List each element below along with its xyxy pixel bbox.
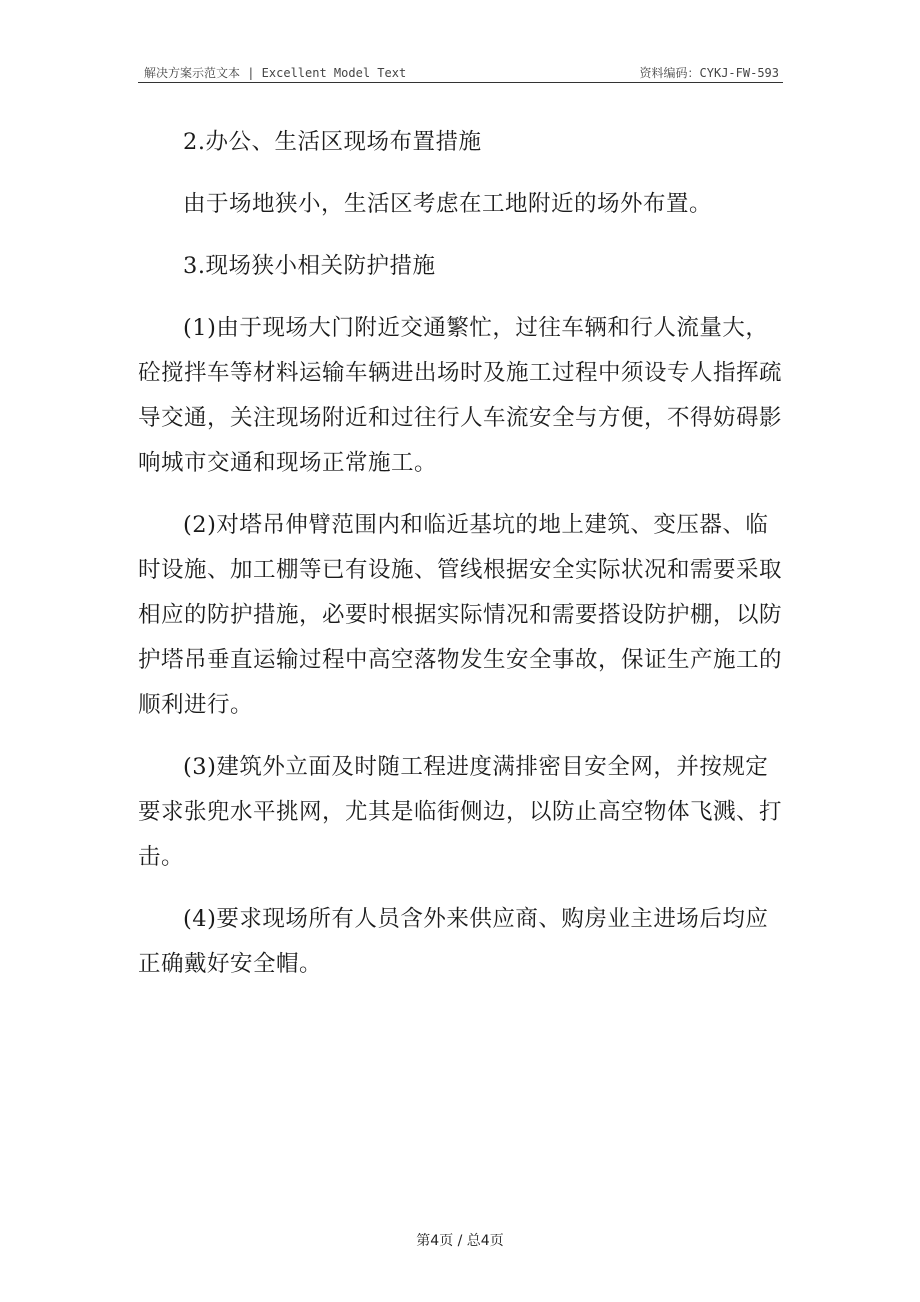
paragraph-item-4: (4)要求现场所有人员含外来供应商、购房业主进场后均应正确戴好安全帽。 bbox=[138, 906, 769, 977]
paragraph-item-3: (3)建筑外立面及时随工程进度满排密目安全网，并按规定要求张兜水平挑网，尤其是临街侧边，以防止高空物体飞溅、打击。 bbox=[138, 754, 783, 870]
section-heading-2: 2.办公、生活区现场布置措施 bbox=[183, 129, 482, 155]
header-title: 解决方案示范文本 | Excellent Model Text bbox=[144, 66, 407, 80]
page-number: 第4页 / 总4页 bbox=[416, 1233, 504, 1249]
paragraph-item-2: (2)对塔吊伸臂范围内和临近基坑的地上建筑、变压器、临时设施、加工棚等已有设施、管线根据安全实际状况和需要采取相应的防护措施，必要时根据实际情况和需要搭设防护棚，以防护塔吊垂直运输过程中高空落物发生安全事故，保证生产施工的顺利进行。 bbox=[138, 512, 783, 718]
header-doc-code: 资料编码：CYKJ-FW-593 bbox=[639, 66, 779, 80]
paragraph-living-area: 由于场地狭小，生活区考虑在工地附近的场外布置。 bbox=[183, 191, 713, 217]
section-heading-3: 3.现场狭小相关防护措施 bbox=[183, 253, 436, 279]
page-header bbox=[138, 62, 783, 83]
paragraph-item-1: (1)由于现场大门附近交通繁忙，过往车辆和行人流量大，砼搅拌车等材料运输车辆进出场时及施工过程中须设专人指挥疏导交通，关注现场附近和过往行人车流安全与方便，不得妨碍影响城市交通和现场正常施工。 bbox=[138, 315, 783, 476]
document-body bbox=[138, 120, 788, 987]
page-footer bbox=[0, 1230, 920, 1250]
